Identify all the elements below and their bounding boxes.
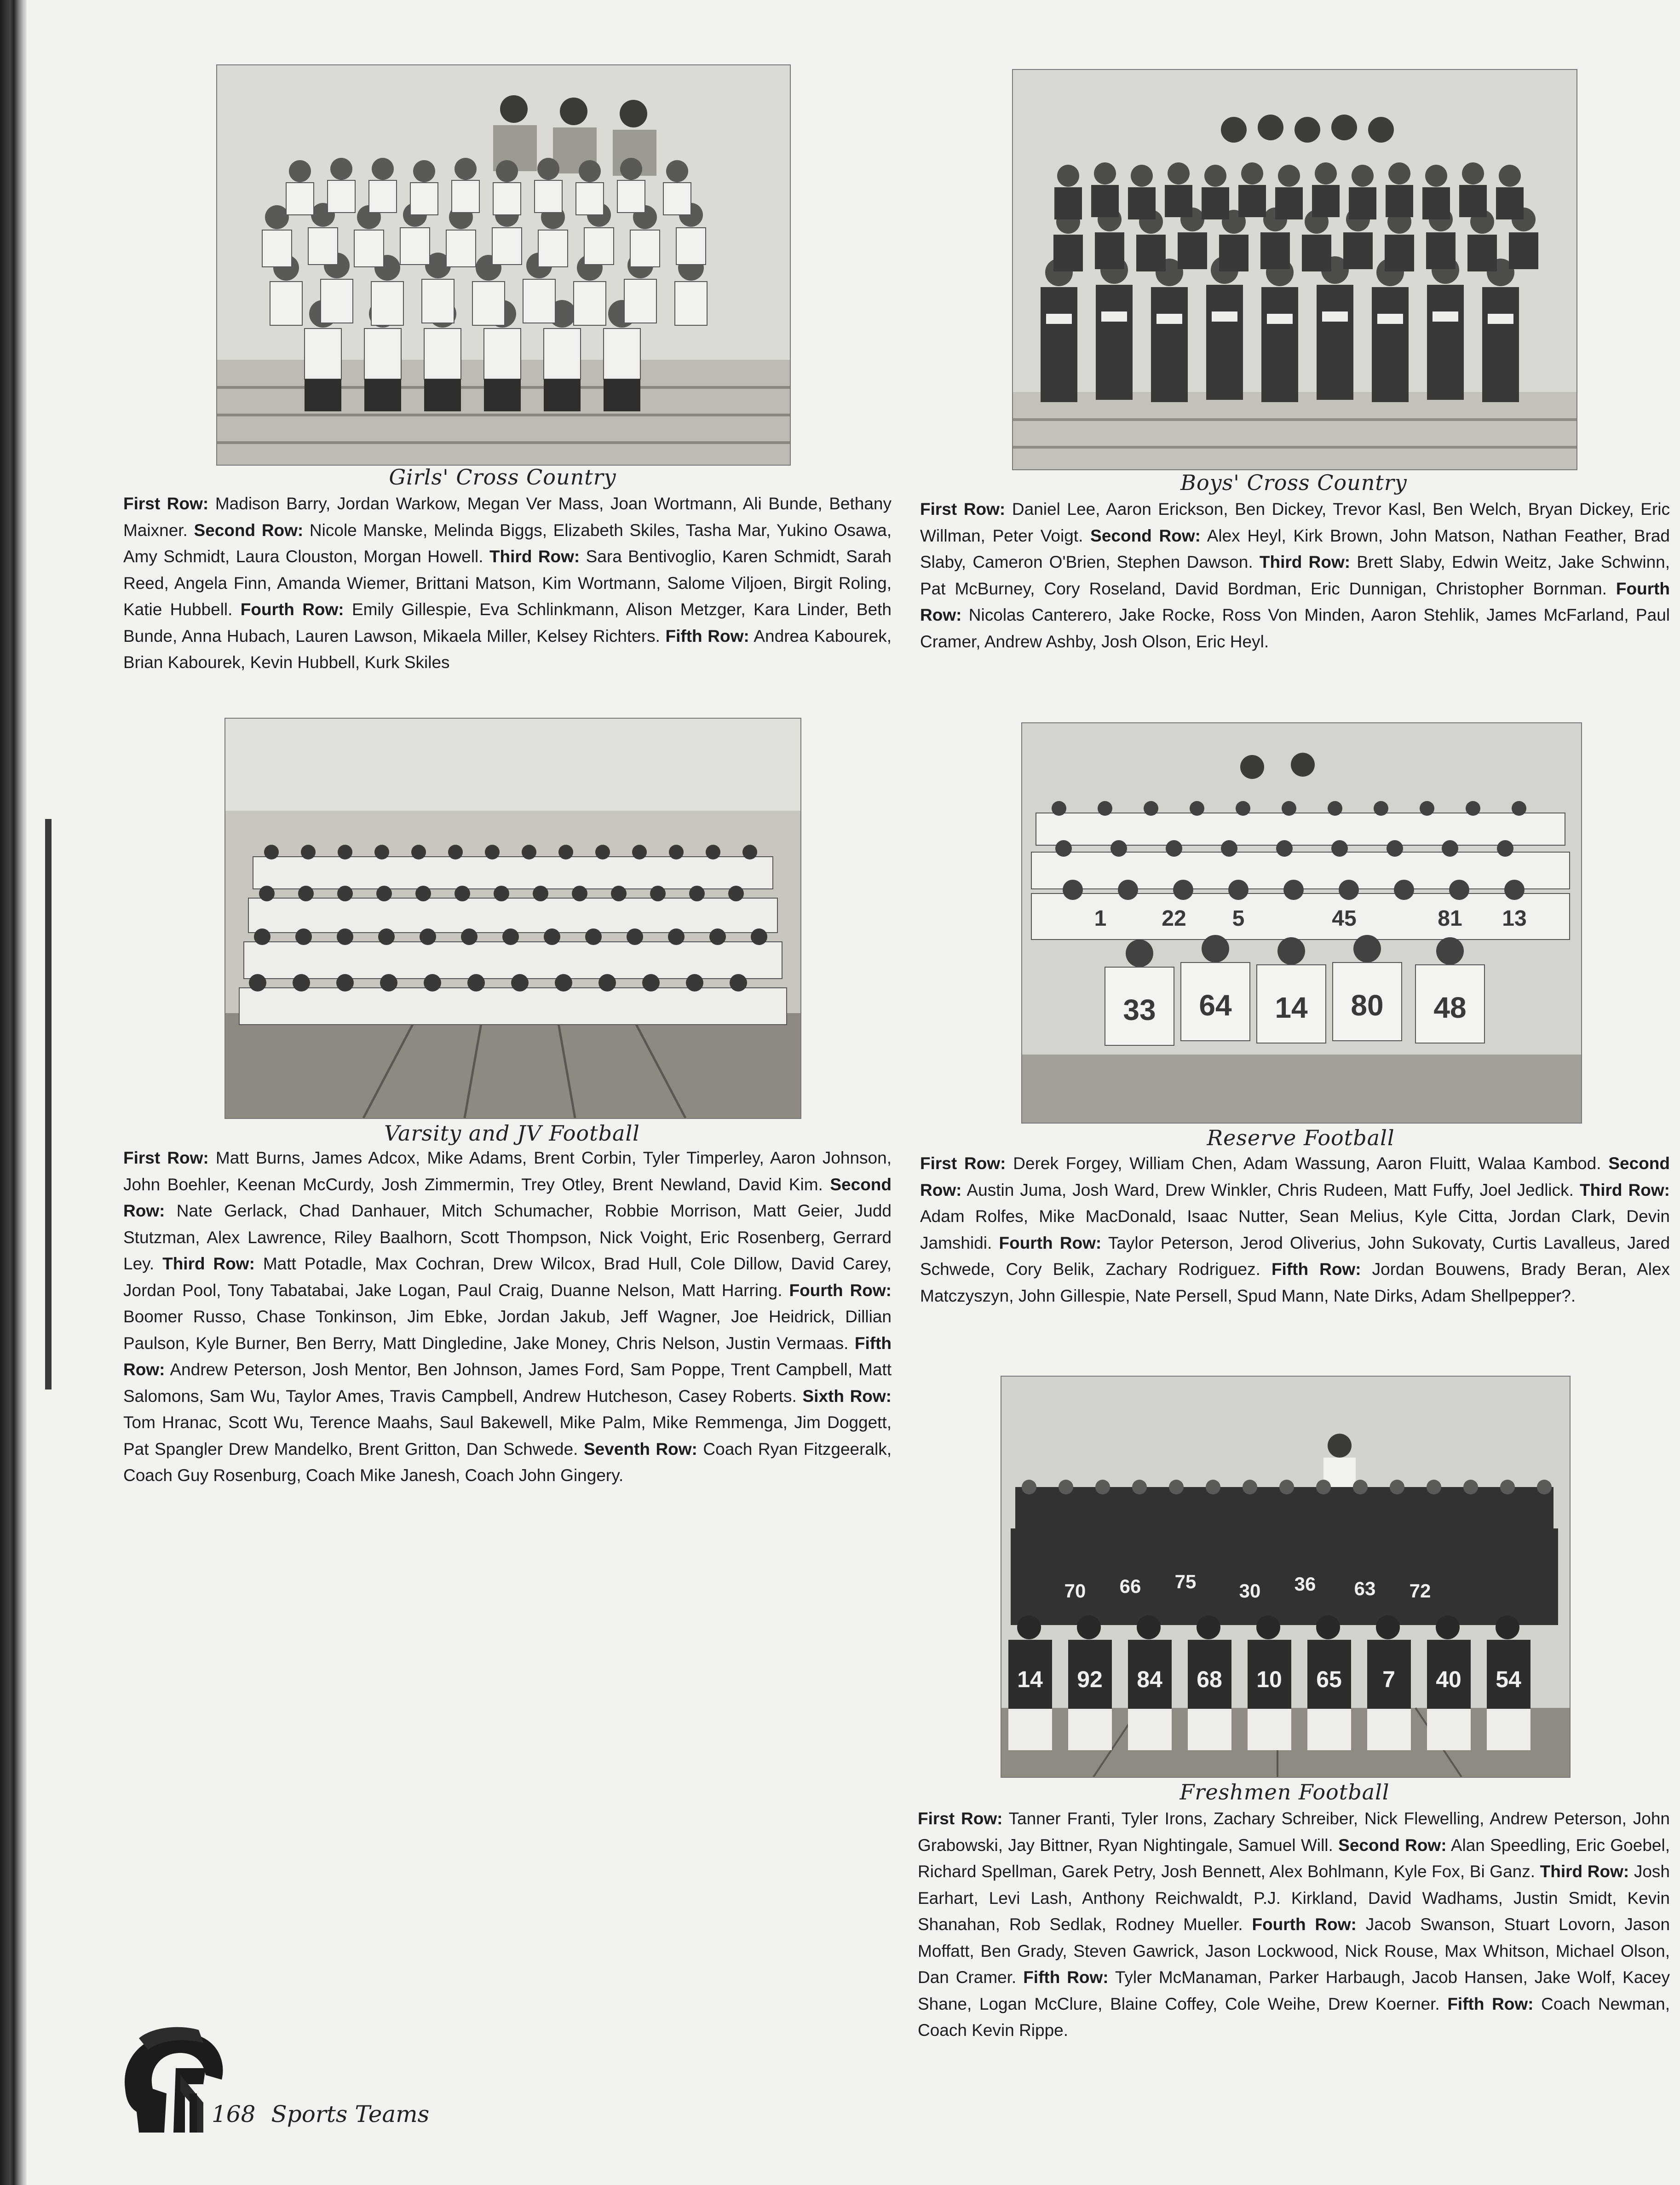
row-label: Seventh Row: [584, 1439, 697, 1459]
row-label: Fifth Row: [1271, 1260, 1361, 1279]
row-label: Fourth Row: [789, 1280, 892, 1300]
jersey-number: 45 [1332, 906, 1357, 931]
row-names: Nicolas Canterero, Jake Rocke, Ross Von Minden, Aaron Stehlik, James McFarland, Paul Cramer, Andrew Ashby, Josh Olson, Eric Heyl. [920, 605, 1670, 651]
row-names: Brett Slaby, Edwin Weitz, Jake Schwinn, Pat McBurney, Cory Roseland, David Bordman, Eric Dunnigan, Christopher Bornman. [920, 553, 1670, 598]
jersey-number: 66 [1119, 1575, 1141, 1597]
row-label: Third Row: [1580, 1180, 1670, 1199]
row-label: First Row: [918, 1809, 1003, 1828]
row-names: Jordan Bouwens, Brady Beran, Alex Matczyszyn, John Gillespie, Nate Persell, Spud Mann, Nate Dirks, Adam Shellpepper?. [920, 1260, 1670, 1305]
section-name: Sports Teams [271, 2101, 430, 2127]
jersey-number: 10 [1256, 1666, 1282, 1692]
varsity-football-photo [224, 718, 801, 1119]
row-label: Second Row: [920, 1154, 1670, 1199]
row-label: Second Row: [194, 520, 304, 540]
jersey-number: 72 [1409, 1580, 1431, 1602]
row-names: Matt Burns, James Adcox, Mike Adams, Brent Corbin, Tyler Timperley, Aaron Johnson, John Boehler, Keenan McCurdy, Josh Zimmermin, Trey Otley, Brent Newland, David Kim. [123, 1148, 892, 1194]
row-label: First Row: [123, 494, 209, 513]
row-names: Tom Hranac, Scott Wu, Terence Maahs, Saul Bakewell, Mike Palm, Mike Remmenga, Jim Doggett, Pat Spangler Drew Mandelko, Brent Gritton, Dan Schwede. [123, 1413, 892, 1459]
row-label: First Row: [920, 1154, 1006, 1173]
jersey-number: 36 [1294, 1573, 1316, 1595]
row-names: Josh Earhart, Levi Lash, Anthony Reichwaldt, P.J. Kirkland, David Wadhams, Justin Smidt, Kevin Shanahan, Rob Sedlak, Rodney Mueller. [918, 1862, 1670, 1934]
row-label: Second Row: [1338, 1835, 1447, 1855]
freshmen-football-roster [918, 1805, 1670, 2054]
row-label: Third Row: [1259, 553, 1351, 571]
row-label: Third Row: [489, 547, 580, 566]
row-label: Fifth Row: [1023, 1968, 1109, 1987]
row-names: Adam Rolfes, Mike MacDonald, Isaac Nutter, Sean Melius, Kyle Citta, Jordan Clark, Devin Jamshidi. [920, 1207, 1670, 1252]
jersey-number: 1 [1094, 906, 1107, 931]
freshmen-football-title: Freshmen Football [1179, 1780, 1390, 1804]
row-label: Fourth Row: [920, 579, 1670, 624]
row-names: Coach Newman, Coach Kevin Rippe. [918, 1994, 1670, 2040]
jersey-number: 63 [1354, 1578, 1376, 1599]
jersey-number: 5 [1232, 906, 1245, 931]
row-names: Nicole Manske, Melinda Biggs, Elizabeth Skiles, Tasha Mar, Yukino Osawa, Amy Schmidt, Laura Clouston, Morgan Howell. [123, 520, 892, 566]
jersey-number: 30 [1239, 1580, 1261, 1602]
row-label: Fourth Row: [1252, 1915, 1357, 1934]
row-label: Third Row: [162, 1254, 255, 1273]
jersey-number: 68 [1197, 1666, 1222, 1692]
girls-cross-country-roster [123, 490, 892, 721]
page-number: 168 [212, 2101, 256, 2127]
jersey-number: 48 [1433, 991, 1467, 1024]
reserve-football-roster [920, 1150, 1670, 1362]
row-names: Tanner Franti, Tyler Irons, Zachary Schreiber, Nick Flewelling, Andrew Peterson, John Grabowski, Jay Bittner, Ryan Nightingale, Samuel Will. [918, 1809, 1670, 1855]
book-binding [0, 0, 27, 2185]
row-names: Coach Ryan Fitzgeeralk, Coach Guy Rosenburg, Coach Mike Janesh, Coach John Gingery. [123, 1439, 892, 1485]
jersey-number: 80 [1351, 989, 1384, 1022]
row-names: Alan Speedling, Eric Goebel, Richard Spellman, Garek Petry, Josh Bennett, Alex Bohlmann, Kyle Fox, Bi Ganz. [918, 1835, 1670, 1881]
row-names: Tyler McManaman, Parker Harbaugh, Jacob Hansen, Jake Wolf, Kacey Shane, Logan McClure, Blaine Coffey, Cole Weihe, Drew Koerner. [918, 1968, 1670, 2013]
row-label: Fifth Row: [665, 626, 749, 646]
row-names: Sara Bentivoglio, Karen Schmidt, Sarah Reed, Angela Finn, Amanda Wiemer, Brittani Matson, Kim Wortmann, Salome Viljoen, Birgit Roling, Katie Hubbell. [123, 547, 892, 619]
row-names: Taylor Peterson, Jerod Oliverius, John Sukovaty, Curtis Lavalleus, Jared Schwede, Cory Belik, Zachary Rodriguez. [920, 1233, 1670, 1279]
jersey-number: 33 [1123, 993, 1156, 1026]
page-folio [212, 2101, 445, 2127]
jersey-number: 64 [1199, 989, 1232, 1022]
girls-cross-country-title: Girls' Cross Country [389, 465, 616, 490]
row-names: Alex Heyl, Kirk Brown, John Matson, Nathan Feather, Brad Slaby, Cameron O'Brien, Stephen Dawson. [920, 526, 1670, 571]
row-label: Third Row: [1540, 1862, 1629, 1881]
row-label: First Row: [123, 1148, 209, 1167]
jersey-number: 65 [1316, 1666, 1342, 1692]
row-label: First Row: [920, 500, 1006, 519]
row-names: Madison Barry, Jordan Warkow, Megan Ver Mass, Joan Wortmann, Ali Bunde, Bethany Maixner. [123, 494, 892, 540]
page-footer [111, 2024, 525, 2139]
row-label: Sixth Row: [802, 1386, 892, 1406]
jersey-number: 22 [1162, 906, 1186, 931]
row-names: Emily Gillespie, Eva Schlinkmann, Alison Metzger, Kara Linder, Beth Bunde, Anna Hubach, Lauren Lawson, Mikaela Miller, Kelsey Richters. [123, 600, 892, 646]
row-label: Second Row: [1090, 526, 1201, 545]
jersey-number: 40 [1436, 1666, 1461, 1692]
boys-cross-country-photo [1012, 69, 1577, 470]
jersey-number: 14 [1017, 1666, 1043, 1692]
row-label: Second Row: [123, 1175, 892, 1220]
boys-cross-country-title: Boys' Cross Country [1180, 470, 1407, 495]
binding-shadow [45, 819, 52, 1389]
jersey-number: 92 [1077, 1666, 1103, 1692]
jersey-number: 54 [1496, 1666, 1521, 1692]
row-names: Boomer Russo, Chase Tonkinson, Jim Ebke, Jordan Jakub, Jeff Wagner, Joe Heidrick, Dillian Paulson, Kyle Burner, Ben Berry, Matt Dingledine, Jake Money, Chris Nelson, Justin Vermaas. [123, 1307, 892, 1353]
jersey-number: 70 [1064, 1580, 1086, 1602]
boys-cross-country-roster [920, 496, 1670, 680]
row-names: Jacob Swanson, Stuart Lovorn, Jason Moffatt, Ben Grady, Steven Gawrick, Jason Lockwood, Nick Rouse, Max Whitson, Michael Olson, Dan Cramer. [918, 1915, 1670, 1987]
reserve-football-photo [1021, 722, 1582, 1124]
jersey-number: 84 [1137, 1666, 1162, 1692]
varsity-football-title: Varsity and JV Football [384, 1121, 640, 1146]
jersey-number: 75 [1174, 1571, 1197, 1592]
row-names: Andrea Kabourek, Brian Kabourek, Kevin Hubbell, Kurk Skiles [123, 626, 892, 672]
row-label: Fifth Row: [1447, 1994, 1534, 2013]
row-label: Fourth Row: [240, 600, 344, 619]
jersey-number: 81 [1438, 906, 1462, 931]
girls-cross-country-photo [216, 64, 791, 466]
row-names: Andrew Peterson, Josh Mentor, Ben Johnson, James Ford, Sam Poppe, Trent Campbell, Matt Salomons, Sam Wu, Taylor Ames, Travis Campbell, Andrew Hutcheson, Casey Roberts. [123, 1360, 892, 1406]
freshmen-football-photo [1001, 1376, 1571, 1778]
row-label: Fourth Row: [999, 1233, 1102, 1252]
jersey-number: 14 [1275, 991, 1308, 1024]
row-names: Nate Gerlack, Chad Danhauer, Mitch Schumacher, Robbie Morrison, Matt Geier, Judd Stutzman, Alex Lawrence, Riley Baalhorn, Scott Thompson, Nick Voight, Eric Rosenberg, Gerrard Ley. [123, 1201, 892, 1273]
reserve-football-title: Reserve Football [1207, 1125, 1395, 1150]
row-names: Daniel Lee, Aaron Erickson, Ben Dickey, Trevor Kasl, Ben Welch, Bryan Dickey, Eric Willman, Peter Voigt. [920, 500, 1670, 545]
row-names: Derek Forgey, William Chen, Adam Wassung, Aaron Fluitt, Walaa Kambod. [1013, 1154, 1601, 1173]
jersey-number: 13 [1502, 906, 1527, 931]
varsity-football-roster [123, 1145, 892, 1550]
jersey-number: 7 [1382, 1666, 1395, 1692]
row-names: Matt Potadle, Max Cochran, Drew Wilcox, Brad Hull, Cole Dillow, David Carey, Jordan Pool, Tony Tabatabai, Jake Logan, Paul Craig, Duanne Nelson, Matt Harring. [123, 1254, 892, 1300]
row-label: Fifth Row: [123, 1333, 892, 1379]
row-names: Austin Juma, Josh Ward, Drew Winkler, Chris Rudeen, Matt Fuffy, Joel Jedlick. [967, 1180, 1574, 1199]
